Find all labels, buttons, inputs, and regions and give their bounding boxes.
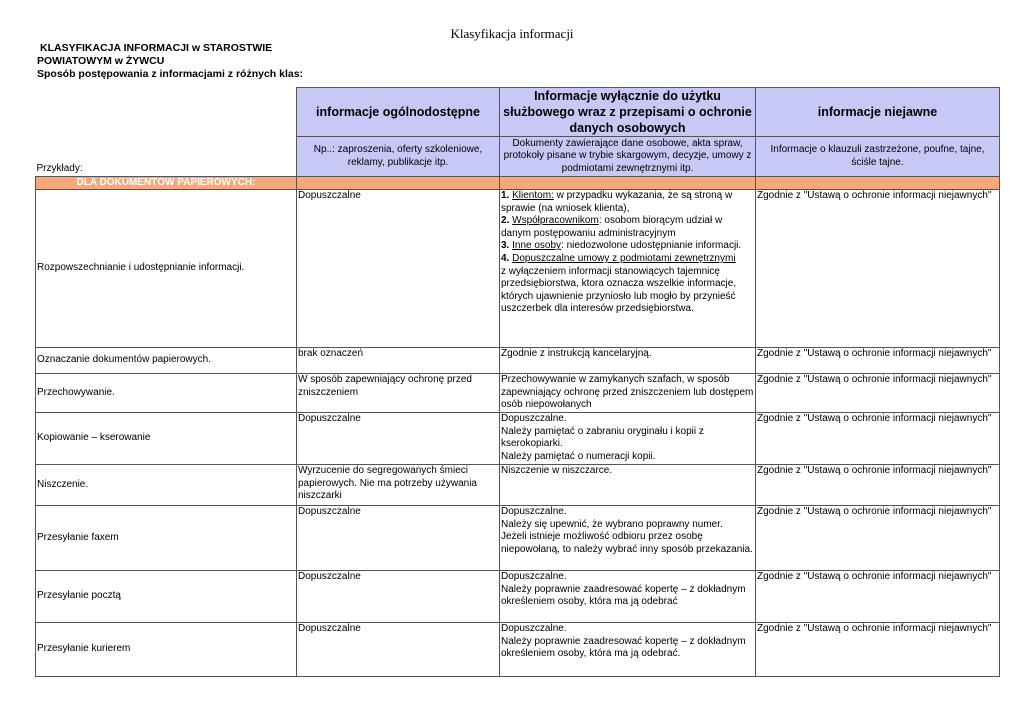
column-header-public: informacje ogólnodostępne <box>297 88 500 137</box>
row-label: Przesyłanie pocztą <box>36 571 297 623</box>
row-label: Przesyłanie faxem <box>36 506 297 571</box>
row-label: Rozpowszechnianie i udostępnianie informacji. <box>36 190 297 348</box>
item-key: Dopuszczalne umowy z podmiotami zewnętrznymi <box>512 252 736 264</box>
page-title: Klasyfikacja informacji <box>450 26 574 41</box>
cell-internal <box>500 571 756 623</box>
cell-classified: Zgodnie z "Ustawą o ochronie informacji niejawnych" <box>756 506 1000 571</box>
column-header-classified: informacje niejawne <box>756 88 1000 137</box>
cell-public: Dopuszczalne <box>297 190 500 348</box>
cell-classified: Zgodnie z "Ustawą o ochronie informacji niejawnych" <box>756 623 1000 677</box>
item-text: : osobom biorącym udział w danym postępowaniu administracyjnym <box>501 215 723 239</box>
internal-line: Należy poprawnie zaadresować kopertę – z dokładnym określeniem osoby, która ma ją odebrać <box>501 583 746 608</box>
examples-classified: Informacje o klauzuli zastrzeżone, poufne, tajne, ściśle tajne. <box>756 137 1000 177</box>
item-text: : niedozwolone udostępnianie informacji. <box>561 240 742 252</box>
item-text: w przypadku wykazania, że są stroną w sprawie (na wniosek klienta), <box>501 190 733 214</box>
row-label: Oznaczanie dokumentów papierowych. <box>36 348 297 374</box>
examples-label: Przykłady: <box>36 137 297 177</box>
row-label: Przesyłanie kurierem <box>36 623 297 677</box>
cell-classified: Zgodnie z "Ustawą o ochronie informacji niejawnych" <box>756 348 1000 374</box>
section-row <box>36 177 1000 190</box>
cell-public: Wyrzucenie do segregowanych śmieci papierowych. Nie ma potrzeby używania niszczarki <box>297 465 500 506</box>
cell-internal: Zgodnie z instrukcją kancelaryjną. <box>500 348 756 374</box>
section-cell-classified <box>756 177 1000 190</box>
classification-table <box>35 87 1000 677</box>
internal-item-1 <box>501 190 754 215</box>
cell-public: brak oznaczeń <box>297 348 500 374</box>
document-heading <box>37 42 303 81</box>
table-row <box>36 190 1000 348</box>
internal-line: Należy się upewnić, że wybrano poprawny numer. <box>501 518 723 530</box>
cell-public: Dopuszczalne <box>297 506 500 571</box>
cell-internal: Przechowywanie w zamykanych szafach, w sposób zapewniający ochronę przed zniszczeniem lub dostępem osób niepowołanych <box>500 374 756 413</box>
section-cell-internal <box>500 177 756 190</box>
row-label: Kopiowanie – kserowanie <box>36 413 297 465</box>
header-blank-cell <box>36 88 297 137</box>
internal-line: Dopuszczalne. <box>501 623 567 634</box>
internal-item-3 <box>501 240 754 253</box>
internal-line: Dopuszczalne. <box>501 413 567 424</box>
internal-line: Należy pamiętać o numeracji kopii. <box>501 450 656 462</box>
item-number: 4. <box>501 252 510 264</box>
internal-line: Dopuszczalne. <box>501 571 567 582</box>
internal-item-2 <box>501 215 754 240</box>
row-label: Przechowywanie. <box>36 374 297 413</box>
table-row <box>36 506 1000 571</box>
cell-public: Dopuszczalne <box>297 623 500 677</box>
cell-internal <box>500 506 756 571</box>
section-label: DLA DOKUMENTÓW PAPIEROWYCH: <box>36 177 297 190</box>
item-key: Inne osoby <box>512 240 562 252</box>
column-header-internal: Informacje wyłącznie do użytku służbowego wraz z przepisami o ochronie danych osobowych <box>500 88 756 137</box>
table-row <box>36 623 1000 677</box>
cell-classified: Zgodnie z "Ustawą o ochronie informacji niejawnych" <box>756 374 1000 413</box>
item-number: 1. <box>501 190 510 201</box>
cell-internal <box>500 413 756 465</box>
internal-line: Należy poprawnie zaadresować kopertę – z dokładnym określeniem osoby, która ma ją odebrać. <box>501 635 746 660</box>
cell-classified: Zgodnie z "Ustawą o ochronie informacji niejawnych" <box>756 190 1000 348</box>
cell-classified: Zgodnie z "Ustawą o ochronie informacji niejawnych" <box>756 465 1000 506</box>
item-number: 2. <box>501 215 510 227</box>
examples-internal: Dokumenty zawierające dane osobowe, akta spraw, protokoły pisane w trybie skargowym, decyzje, umowy z podmiotami zewnętrznymi itp. <box>500 137 756 177</box>
internal-item-4 <box>501 253 754 266</box>
table-row <box>36 465 1000 506</box>
cell-public: Dopuszczalne <box>297 571 500 623</box>
cell-public: W sposób zapewniający ochronę przed zniszczeniem <box>297 374 500 413</box>
heading-line-2: POWIATOWYM w ŻYWCU <box>37 55 165 67</box>
examples-row <box>36 137 1000 177</box>
table-row <box>36 413 1000 465</box>
internal-item-4-text: z wyłączeniem informacji stanowiących tajemnicę przedsiębiorstwa, ktora oznacza wszelkie informacje, których ujawnienie przyniosło lub mogło by przynieść uszczerbek dla interesów przedsiębiorstwa. <box>501 265 737 315</box>
cell-public: Dopuszczalne <box>297 413 500 465</box>
table-row <box>36 348 1000 374</box>
heading-line-3: Sposób postępowania z informacjami z różnych klas: <box>37 68 304 80</box>
section-cell-public <box>297 177 500 190</box>
internal-line: Należy pamiętać o zabraniu oryginału i kopii z kserokopiarki. <box>501 425 704 450</box>
table-row <box>36 571 1000 623</box>
cell-classified: Zgodnie z "Ustawą o ochronie informacji niejawnych" <box>756 413 1000 465</box>
internal-line: Dopuszczalne. <box>501 506 567 517</box>
internal-line: Jeżeli istnieje możliwość odbioru przez osobę niepowołaną, to należy wybrać inny sposób przekazania. <box>501 531 753 555</box>
item-number: 3. <box>501 240 510 252</box>
cell-internal: Niszczenie w niszczarce. <box>500 465 756 506</box>
table-row <box>36 374 1000 413</box>
item-key: Współpracownikom <box>512 215 599 227</box>
examples-public: Np..: zaproszenia, oferty szkoleniowe, reklamy, publikacje itp. <box>297 137 500 177</box>
column-header-row <box>36 88 1000 137</box>
cell-internal <box>500 190 756 348</box>
cell-classified: Zgodnie z "Ustawą o ochronie informacji niejawnych" <box>756 571 1000 623</box>
cell-internal <box>500 623 756 677</box>
item-key: Klientom: <box>512 190 554 201</box>
heading-line-1: KLASYFIKACJA INFORMACJI w STAROSTWIE <box>40 42 273 54</box>
row-label: Niszczenie. <box>36 465 297 506</box>
